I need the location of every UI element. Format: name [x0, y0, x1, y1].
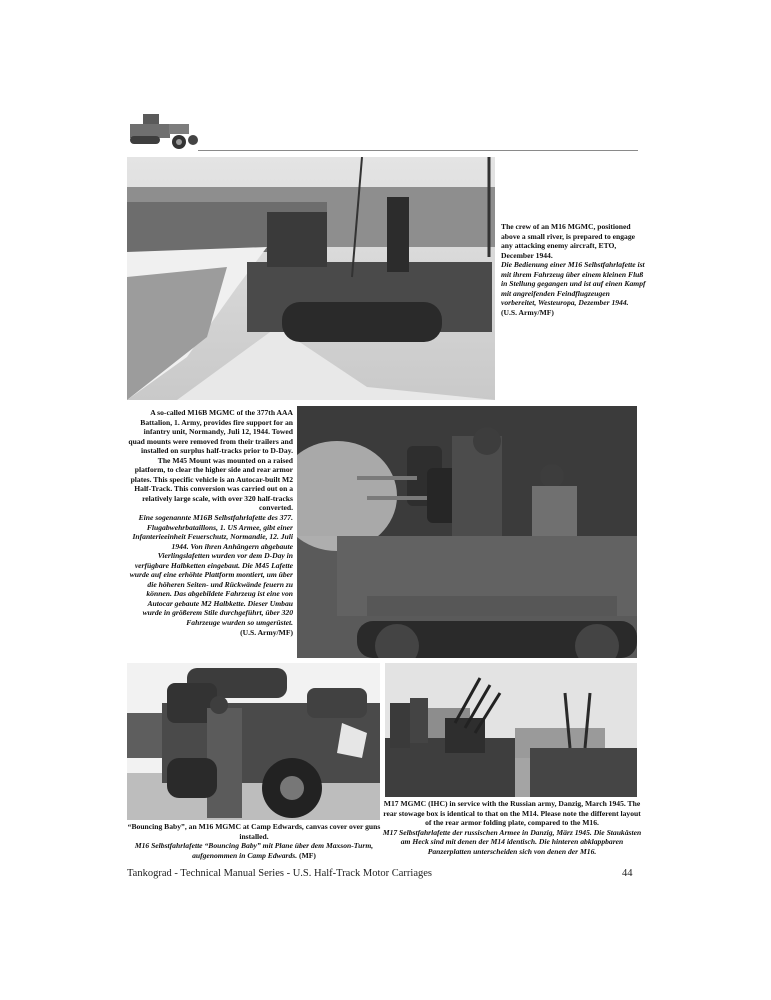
- page-number: 44: [622, 868, 633, 879]
- caption-english: A so-called M16B MGMC of the 377th AAA Battalion, 1. Army, provides fire support for an infantry unit, Normandy, Juli 12, 1944. Towed quad mounts were removed from their trailers and installed on surplus half-tracks prior to D-Day. The M45 Mount was mounted on a raised platform, to clear the higher side and rear armor plates. This specific vehicle is an Autocar-built M2 Half-Track. This conversion was carried out on a relatively large scale, with over 320 half-tracks converted.: [128, 408, 293, 513]
- caption-german: M16 Selbstfahrlafette “Bouncing Baby” mit Plane über dem Maxson-Turm, aufgenommen in Camp Edwards.: [134, 841, 374, 860]
- caption-m17-danzig-photo: [382, 799, 642, 856]
- caption-german: Eine sogenannte M16B Selbstfahrlafette des 377. Flugabwehrbataillons, 1. US Armee, gibt einer Infanterieeinheit Feuerschutz, Normandie, 12. Juli 1944. Von ihren Anhängern abgebaute Vierlingslafetten wurden vor dem D-Day in verfügbare Halbketten eingebaut. Die M45 Lafette wurde auf eine erhöhte Plattform montiert, um über die höheren Seiten- und Rückwände feuern zu können. Das abgebildete Fahrzeug ist eine von Autocar gebaute M2 Halbkette. Dieser Umbau wurde in größerem Stile durchgeführt, über 320 Fahrzeuge wurden so umgerüstet.: [129, 513, 293, 628]
- caption-english: M17 MGMC (IHC) in service with the Russian army, Danzig, March 1945. The rear stowage box is identical to that on the M14. Please note the different layout of the rear armor folding plate, compared to the M16.: [383, 799, 641, 828]
- half-track-vehicle-icon: [127, 110, 199, 152]
- caption-bouncing-baby-photo: [124, 822, 384, 860]
- photo-m17-danzig: [385, 663, 637, 797]
- header-rule: [198, 150, 638, 151]
- caption-german: Die Bedienung einer M16 Selbstfahrlafette ist mit ihrem Fahrzeug über einem kleinen Fluß in Stellung gegangen und ist auf einen Kampf mit angreifenden Feindflugzeugen vorbereitet, Westeuropa, Dezember 1944.: [501, 260, 646, 308]
- photo-credit: (U.S. Army/MF): [240, 627, 293, 637]
- caption-german: M17 Selbstfahrlafette der russischen Armee in Danzig, März 1945. Die Staukästen am Heck sind mit denen der M14 identisch. Die hinteren abklappbaren Panzerplatten unterscheiden sich von denen der M16.: [382, 827, 642, 856]
- photo-credit: (MF): [299, 850, 316, 860]
- caption-english: “Bouncing Baby”, an M16 MGMC at Camp Edwards, canvas cover over guns installed.: [127, 822, 381, 841]
- photo-credit: (U.S. Army/MF): [501, 307, 554, 317]
- caption-m16b-photo: [127, 408, 293, 637]
- caption-river-photo: [501, 222, 646, 317]
- photo-m16b-firing: [297, 406, 637, 658]
- footer-title: Tankograd - Technical Manual Series - U.S. Half-Track Motor Carriages: [127, 868, 432, 879]
- caption-english: The crew of an M16 MGMC, positioned above a small river, is prepared to engage any attacking enemy aircraft, ETO, December 1944.: [501, 222, 636, 260]
- photo-bouncing-baby: [127, 663, 380, 820]
- photo-m16-river: [127, 157, 495, 400]
